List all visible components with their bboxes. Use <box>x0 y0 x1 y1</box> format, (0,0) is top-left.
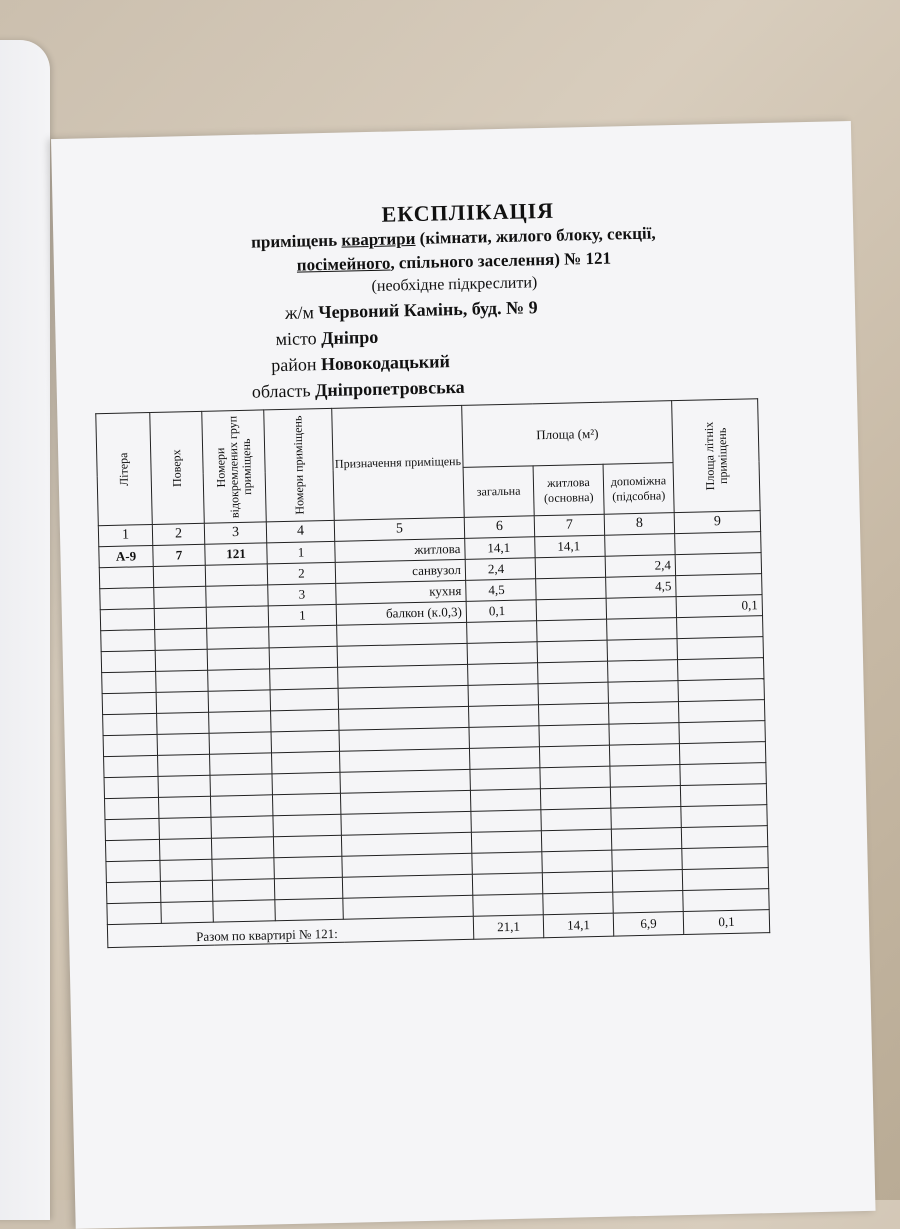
city-value: Дніпро <box>320 326 379 349</box>
subtitle-word-apartment: квартири <box>341 228 416 250</box>
cell-litera <box>99 566 153 588</box>
cell-litera <box>101 650 155 672</box>
cell-room <box>274 877 342 900</box>
cell-litera <box>104 776 158 798</box>
header-area: Площа (м²) <box>462 401 673 468</box>
cell-litera <box>103 734 157 756</box>
cell-purpose <box>337 643 467 667</box>
cell-floor <box>161 901 213 923</box>
cell-area-living <box>542 850 612 873</box>
document-page <box>51 121 876 1229</box>
cell-area-total: 4,5 <box>466 579 536 602</box>
cell-area-summer <box>683 889 769 912</box>
region-label: область <box>251 380 311 402</box>
cell-purpose <box>338 685 468 709</box>
cell-room: 1 <box>268 604 336 627</box>
totals-auxiliary-area: 6,9 <box>613 912 684 937</box>
street-label: ж/м <box>284 302 315 323</box>
cell-floor <box>156 691 208 713</box>
cell-floor <box>157 712 209 734</box>
cell-area-total <box>469 726 539 749</box>
cell-group <box>210 774 272 796</box>
cell-area-total <box>467 621 537 644</box>
cell-purpose: житлова <box>335 538 465 562</box>
cell-litera <box>104 755 158 777</box>
cell-purpose <box>341 811 471 835</box>
col-number: 4 <box>266 520 334 543</box>
cell-area-living <box>536 577 606 600</box>
cell-litera <box>105 818 159 840</box>
cell-area-summer <box>678 679 764 702</box>
cell-area-total <box>471 831 541 854</box>
cell-area-total <box>469 747 539 770</box>
cell-purpose <box>343 895 473 919</box>
col-number: 8 <box>604 513 674 536</box>
cell-area-total <box>472 852 542 875</box>
cell-area-living <box>538 703 608 726</box>
cell-area-living <box>538 661 608 684</box>
cell-area-total <box>471 810 541 833</box>
street-value: Червоний Камінь, буд. № 9 <box>318 297 538 323</box>
cell-area-auxiliary <box>610 765 680 788</box>
header-purpose: Призначення приміщень <box>332 405 465 520</box>
cell-purpose: санвузол <box>335 559 465 583</box>
cell-area-auxiliary <box>609 744 679 767</box>
col-number: 9 <box>674 511 760 534</box>
cell-area-auxiliary <box>609 723 679 746</box>
col-number: 2 <box>152 523 204 545</box>
cell-purpose <box>341 832 471 856</box>
cell-area-summer <box>679 742 765 765</box>
cell-area-living <box>539 724 609 747</box>
cell-area-living <box>541 808 611 831</box>
cell-area-total <box>470 768 540 791</box>
cell-litera: А-9 <box>99 545 153 567</box>
cell-area-total <box>468 684 538 707</box>
cell-area-summer <box>678 700 764 723</box>
cell-area-auxiliary <box>612 870 682 893</box>
cell-area-summer <box>681 805 767 828</box>
cell-area-auxiliary <box>611 828 681 851</box>
header-rooms: Номери приміщень <box>264 408 335 522</box>
cell-area-auxiliary: 4,5 <box>606 576 676 599</box>
cell-area-total: 0,1 <box>466 600 536 623</box>
cell-area-summer <box>677 616 763 639</box>
cell-floor <box>160 859 212 881</box>
cell-room <box>274 856 342 879</box>
cell-area-living <box>542 871 612 894</box>
cell-area-summer <box>680 784 766 807</box>
cell-room <box>271 709 339 732</box>
cell-area-auxiliary: 2,4 <box>605 555 675 578</box>
cell-area-summer <box>675 553 761 576</box>
cell-area-auxiliary <box>612 849 682 872</box>
cell-area-summer <box>677 637 763 660</box>
cell-purpose <box>340 769 470 793</box>
cell-room <box>272 751 340 774</box>
cell-area-auxiliary <box>608 660 678 683</box>
cell-area-auxiliary <box>606 597 676 620</box>
cell-group <box>209 732 271 754</box>
cell-room: 2 <box>267 562 335 585</box>
cell-area-summer <box>681 826 767 849</box>
cell-area-summer <box>675 532 761 555</box>
cell-floor <box>159 817 211 839</box>
header-floor: Поверх <box>150 411 205 524</box>
cell-purpose: балкон (к.0,3) <box>336 601 466 625</box>
document-title: ЕКСПЛІКАЦІЯ <box>381 197 555 227</box>
cell-floor <box>158 775 210 797</box>
cell-area-total <box>468 663 538 686</box>
cell-room <box>272 772 340 795</box>
cell-litera <box>105 797 159 819</box>
cell-group <box>208 669 270 691</box>
cell-room <box>275 898 343 921</box>
adjacent-page-edge <box>0 40 50 1220</box>
cell-purpose <box>339 748 469 772</box>
cell-area-summer <box>679 721 765 744</box>
subtitle-word-family: посімейного <box>296 253 391 275</box>
subtitle-number: , спільного заселення) № 121 <box>390 248 612 273</box>
cell-litera <box>106 881 160 903</box>
cell-group <box>212 858 274 880</box>
cell-litera <box>107 902 161 924</box>
header-area-living: житлова (основна) <box>533 464 604 516</box>
header-groups: Номери відокремлених груп приміщень <box>202 410 267 523</box>
cell-group <box>207 627 269 649</box>
document-header <box>53 191 857 409</box>
cell-purpose <box>337 622 467 646</box>
cell-area-total: 2,4 <box>465 558 535 581</box>
totals-summer-area: 0,1 <box>683 910 769 935</box>
cell-group <box>209 711 271 733</box>
cell-area-auxiliary <box>607 639 677 662</box>
cell-floor <box>154 586 206 608</box>
cell-purpose <box>338 664 468 688</box>
cell-area-total <box>473 894 543 917</box>
col-number: 5 <box>334 517 464 541</box>
cell-floor <box>155 649 207 671</box>
cell-area-total <box>469 705 539 728</box>
cell-group <box>210 753 272 775</box>
cell-area-summer <box>680 763 766 786</box>
cell-area-living <box>540 787 610 810</box>
cell-room <box>269 646 337 669</box>
header-area-total: загальна <box>463 466 534 518</box>
district-label: район <box>270 354 317 376</box>
cell-litera <box>100 608 154 630</box>
cell-group <box>211 837 273 859</box>
region-value: Дніпропетровська <box>314 376 465 401</box>
cell-area-total <box>472 873 542 896</box>
cell-group <box>207 648 269 670</box>
cell-area-living <box>538 682 608 705</box>
cell-floor <box>159 838 211 860</box>
cell-area-living <box>535 556 605 579</box>
cell-floor: 7 <box>153 544 205 566</box>
cell-litera <box>102 692 156 714</box>
cell-purpose <box>340 790 470 814</box>
cell-room <box>273 814 341 837</box>
cell-area-living <box>537 619 607 642</box>
cell-area-living <box>543 892 613 915</box>
cell-purpose <box>342 874 472 898</box>
cell-litera <box>100 587 154 609</box>
cell-group <box>206 585 268 607</box>
cell-floor <box>155 628 207 650</box>
cell-group <box>211 816 273 838</box>
cell-purpose <box>342 853 472 877</box>
underline-note: (необхідне підкреслити) <box>371 274 538 295</box>
cell-purpose <box>339 727 469 751</box>
cell-area-total <box>467 642 537 665</box>
cell-area-auxiliary <box>608 681 678 704</box>
cell-litera <box>102 671 156 693</box>
subtitle-options: (кімнати, жилого блоку, секції, <box>419 223 656 248</box>
cell-floor <box>160 880 212 902</box>
cell-area-total: 14,1 <box>465 537 535 560</box>
cell-area-summer <box>678 658 764 681</box>
cell-group <box>210 795 272 817</box>
cell-area-auxiliary <box>608 702 678 725</box>
cell-area-auxiliary <box>607 618 677 641</box>
totals-living-area: 14,1 <box>543 913 614 938</box>
cell-area-summer <box>676 574 762 597</box>
explication-table <box>95 398 770 948</box>
cell-litera <box>105 839 159 861</box>
col-number: 7 <box>534 514 604 537</box>
cell-area-auxiliary <box>613 891 683 914</box>
col-number: 6 <box>464 516 534 539</box>
cell-floor <box>153 565 205 587</box>
cell-group: 121 <box>205 543 267 565</box>
cell-area-auxiliary <box>610 786 680 809</box>
cell-floor <box>156 670 208 692</box>
cell-area-living <box>540 766 610 789</box>
cell-room <box>271 730 339 753</box>
cell-litera <box>103 713 157 735</box>
cell-purpose: кухня <box>336 580 466 604</box>
header-litera: Літера <box>96 413 153 526</box>
cell-floor <box>157 733 209 755</box>
col-number: 1 <box>98 524 152 546</box>
district-value: Новокодацький <box>320 351 451 375</box>
cell-area-summer: 0,1 <box>676 595 762 618</box>
cell-floor <box>158 796 210 818</box>
cell-room <box>273 835 341 858</box>
cell-room <box>269 625 337 648</box>
cell-area-total <box>470 789 540 812</box>
cell-room <box>270 688 338 711</box>
cell-area-living <box>536 598 606 621</box>
cell-area-living: 14,1 <box>535 535 605 558</box>
cell-room: 1 <box>267 541 335 564</box>
totals-total-area: 21,1 <box>473 915 544 940</box>
cell-litera <box>101 629 155 651</box>
cell-area-summer <box>682 868 768 891</box>
cell-group <box>205 564 267 586</box>
cell-room <box>270 667 338 690</box>
cell-area-living <box>539 745 609 768</box>
cell-area-living <box>537 640 607 663</box>
cell-area-auxiliary <box>605 534 675 557</box>
city-label: місто <box>275 328 317 350</box>
cell-group <box>213 900 275 922</box>
cell-room: 3 <box>268 583 336 606</box>
table-body <box>99 532 769 925</box>
subtitle-word-premises: приміщень <box>250 230 338 252</box>
cell-purpose <box>339 706 469 730</box>
header-area-auxiliary: допоміжна (підсобна) <box>603 463 674 515</box>
cell-litera <box>106 860 160 882</box>
cell-area-auxiliary <box>611 807 681 830</box>
cell-group <box>208 690 270 712</box>
cell-area-living <box>541 829 611 852</box>
cell-group <box>212 879 274 901</box>
cell-floor <box>154 607 206 629</box>
header-summer-area: Площа літніх приміщень <box>672 399 761 513</box>
cell-room <box>272 793 340 816</box>
cell-group <box>206 606 268 628</box>
cell-area-summer <box>682 847 768 870</box>
col-number: 3 <box>204 522 266 544</box>
totals-label: Разом по квартирі № 121: <box>107 916 473 947</box>
cell-floor <box>158 754 210 776</box>
